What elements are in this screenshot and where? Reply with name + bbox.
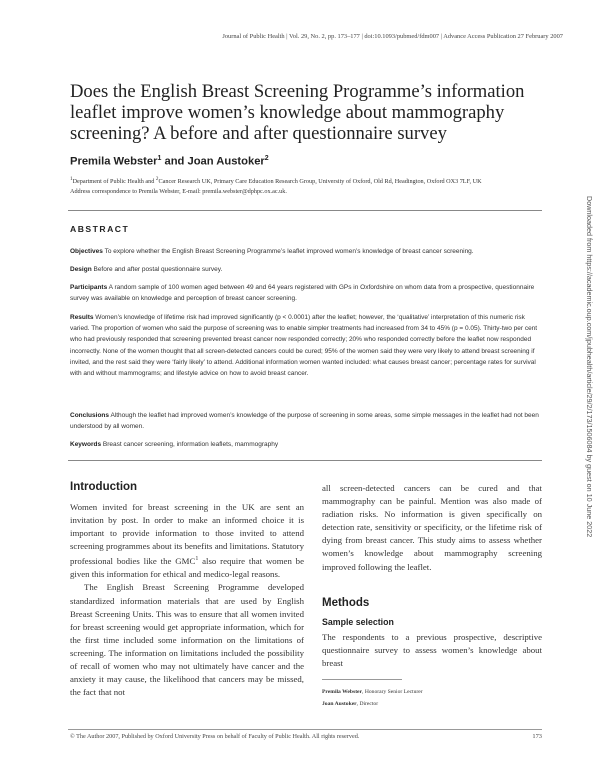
author-name: Premila Webster (70, 155, 158, 168)
abstract-text: A random sample of 100 women aged between 49 and 64 years registered with GPs in Oxfordshire on whom data from a prospective, questionnaire survey was available on knowledge and perception of breast cancer screening. (70, 284, 535, 303)
abstract-text: Although the leaflet had improved women’s knowledge of the purpose of screening in some areas, some simple messages in the leaflet had not been understood by all women. (70, 412, 539, 431)
footnote-role: , Honorary Senior Lecturer (362, 689, 423, 695)
abstract-label: Objectives (70, 248, 103, 255)
author-line (70, 155, 269, 168)
abstract-conclusions (70, 410, 542, 432)
citation-marker: 1 (195, 556, 199, 563)
affiliation-marker: 1 (70, 176, 73, 182)
section-heading-methods: Methods (322, 597, 370, 609)
divider (322, 679, 402, 680)
abstract-text: To explore whether the English Breast Screening Programme’s leaflet improved women’s knowledge of breast cancer screening. (104, 248, 474, 255)
body-paragraph: The respondents to a previous prospective, descriptive questionnaire survey to assess women’s knowledge about breast (322, 632, 542, 669)
article-title: Does the English Breast Screening Programme’s information leaflet improve women’s knowledge about mammography screening? A before and after questionnaire survey (70, 81, 525, 144)
author-footnotes (322, 686, 423, 710)
footnote-line (322, 698, 423, 710)
abstract-label: Participants (70, 284, 108, 291)
body-paragraph: The English Breast Screening Programme developed standardized information materials that are used by English Breast Screening Units. This was to ensure that all women invited for breast screening would get appropriate information, which for the first time included some information on the limitations of screening. The information on limitations included the possibility of recall of women who may not ultimately have cancer and the anxiety it may cause, the likelihood that cancers may be missed, the fact that not (70, 582, 304, 698)
subsection-heading-sample-selection: Sample selection (322, 617, 394, 627)
page-number: 173 (532, 733, 542, 740)
left-column (70, 501, 304, 699)
abstract-label: Results (70, 314, 94, 321)
abstract-objectives (70, 246, 542, 257)
section-heading-introduction: Introduction (70, 481, 138, 493)
correspondence-line: Address correspondence to Premila Webster, E-mail: premila.webster@dphpc.ox.ac.uk. (70, 187, 287, 195)
abstract-keywords (70, 439, 542, 450)
footnote-name: Premila Webster (322, 689, 363, 695)
abstract-design (70, 264, 542, 275)
body-paragraph: all screen-detected cancers can be cured and that mammography can be painful. Mention was also made of radiation risks. No information is given specifically on detection rate, sensitivity or specificity, or the lifetime risk of dying from breast cancer. This study aims to assess whether women’s knowledge about mammography screening improved following the leaflet. (322, 483, 542, 572)
footnote-name: Joan Austoker (322, 701, 357, 707)
abstract-results (70, 312, 542, 379)
body-text: Women invited for breast screening in the UK are sent an invitation by post. In order to make an informed choice it is important to provide information to those invited to attend screening programmes about its benefits and limitations. Statutory professional bodies like the GMC (70, 502, 304, 567)
abstract-label: Keywords (70, 441, 102, 448)
divider (68, 460, 542, 461)
affiliation-line (70, 175, 540, 187)
affiliations (70, 175, 540, 196)
affiliation-marker: 2 (155, 176, 159, 182)
abstract-label: Conclusions (70, 412, 110, 419)
author-name: Joan Austoker (187, 155, 265, 168)
abstract-participants (70, 282, 542, 304)
affiliation-marker: 1 (157, 155, 162, 162)
abstract-text: Breast cancer screening, information leaflets, mammography (102, 441, 279, 448)
running-head: Journal of Public Health | Vol. 29, No. 2, pp. 173–177 | doi:10.1093/pubmed/fdm007 | Advance Access Publication 27 February 2007 (222, 33, 563, 40)
author-conjunction: and (161, 155, 188, 168)
divider (68, 729, 542, 730)
download-watermark: Downloaded from https://academic.oup.com/jpubhealth/article/29/2/173/1506084 by guest on 10 June 2022 (585, 196, 594, 538)
right-column (322, 482, 542, 574)
abstract-text: Before and after postal questionnaire survey. (93, 266, 223, 273)
methods-text (322, 631, 542, 670)
footnote-role: , Director (356, 701, 379, 707)
abstract-text: Women’s knowledge of lifetime risk had improved significantly (p < 0.0001) after the leaflet; however, the ‘qualitative’ interpretation of this numeric risk varied. The proportion of women who said the purpose of screening was to enable simpler treatments had increased from 34 to 45% (p = 0.05). Thirty-two per cent who had previously responded that screening prevented breast cancer now responded correctly; 20% who responded correctly before the leaflet now responded incorrectly. None of the women thought that all screen-detected cancers could be cured; 95% of the women said they were very likely to attend breast screening if invited, and the rest said they were ‘fairly likely’ to attend. Additional information women wanted included: what causes breast cancer; percentage rates for survival with and without mammograms; and lifestyle advice on how to avoid breast cancer. (70, 314, 538, 378)
affiliation-text: Department of Public Health and (72, 178, 156, 186)
copyright-footer: © The Author 2007, Published by Oxford University Press on behalf of Faculty of Public Health. All rights reserved. (70, 733, 360, 740)
divider (68, 210, 542, 211)
affiliation-text: Cancer Research UK, Primary Care Education Research Group, University of Oxford, Old Rd, Headington, Oxford OX3 7LF, UK (158, 178, 482, 186)
body-text: also require that women be given this information for ethical and medico-legal reasons. (70, 556, 304, 580)
abstract-label: Design (70, 266, 92, 273)
body-paragraph (70, 501, 304, 581)
abstract-heading: ABSTRACT (70, 224, 130, 234)
affiliation-marker: 2 (264, 155, 269, 162)
footnote-line (322, 686, 423, 698)
